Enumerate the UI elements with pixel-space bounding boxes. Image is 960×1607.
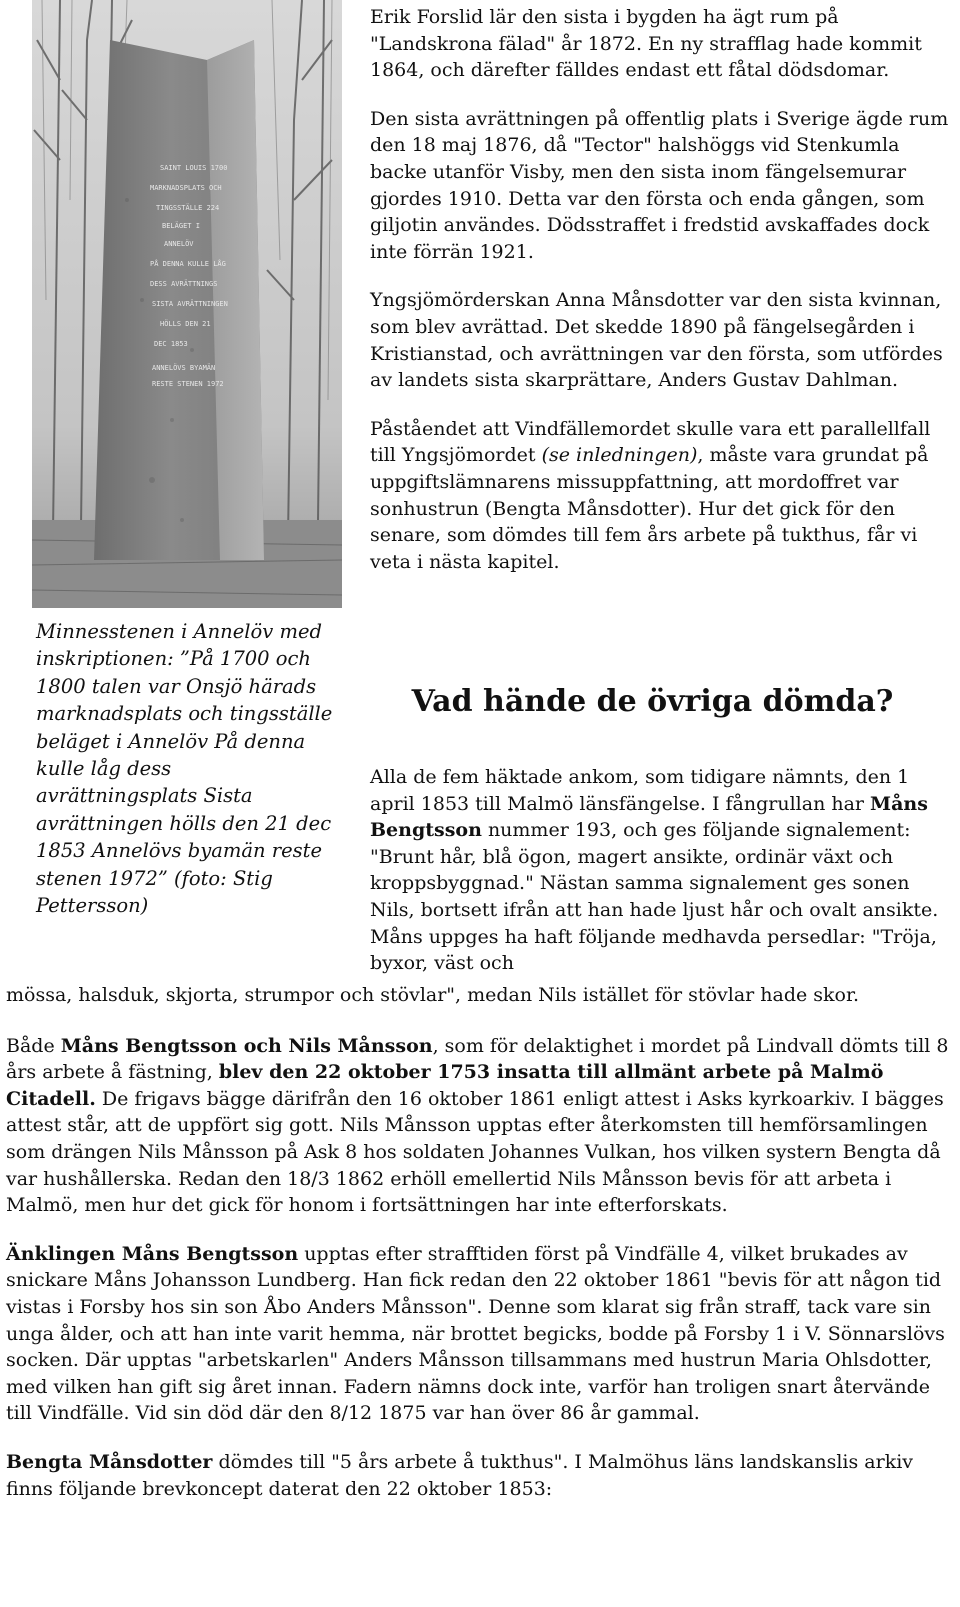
plaque-line: RESTE STENEN 1972 — [152, 380, 224, 388]
paragraph-citadell: Både Måns Bengtsson och Nils Månsson, som för delaktighet i mordet på Lindvall dömts till 8 års arbete å fästning, blev den 22 oktober 1753 insatta till allmänt arbete på Malmö Citadell. De frigavs bägge därifrån den 16 oktober 1861 enligt attest i Asks kyrkoarkiv. I bägges attest står, att de uppfört sig gott. Nils Månsson upptas efter återkomsten till hemförsamlingen som drängen Nils Månsson på Ask 8 hos soldaten Johannes Vulkan, hos vilken systern Bengta då var hushållerska. Redan den 18/3 1862 erhöll emellertid Nils Månsson bevis för att arbeta i Malmö, men hur det gick för honom i fortsättningen har inte efterforskats. — [6, 1034, 949, 1217]
paragraph-last-public-execution: Den sista avrättningen på offentlig plats i Sverige ägde rum den 18 maj 1876, då "Tector" halshöggs vid Stenkumla backe utanför Visby, men den sista inom fängelsemurar gjordes 1910. Detta var den första och enda gången, som giljotin användes. Dödsstraffet i fredstid avskaffades dock inte förrän 1921. — [370, 107, 949, 263]
paragraph-last-execution-region: Erik Forslid lär den sista i bygden ha ägt rum på "Landskrona fälad" år 1872. En ny strafflag hade kommit 1864, och därefter fälldes endast ett fåtal dödsdomar. — [370, 6, 922, 82]
bold-citadell: blev den 22 oktober 1753 insatta till allmänt arbete på Malmö Citadell. — [6, 1061, 884, 1110]
svg-text:SAINT LOUIS 1700: SAINT LOUIS 1700 — [160, 164, 228, 172]
paragraph-bengta: Bengta Månsdotter dömdes till "5 års arbete å tukthus". I Malmöhus läns landskanslis arkiv finns följande brevkoncept daterat den 22 oktober 1853: — [6, 1450, 914, 1500]
inline-reference: (se inledningen) — [541, 444, 698, 467]
svg-text:TINGSSTÄLLE 224: TINGSSTÄLLE 224 — [156, 204, 220, 212]
svg-text:ANNELÖV: ANNELÖV — [164, 240, 194, 248]
svg-text:PÅ DENNA KULLE LÅG: PÅ DENNA KULLE LÅG — [150, 260, 226, 268]
bold-name: Måns Bengtsson — [370, 792, 928, 842]
right-column — [370, 4, 950, 597]
full-width-text — [6, 982, 951, 1524]
paragraph-vindfalle-claim: Påståendet att Vindfällemordet skulle vara ett parallellfall till Yngsjömordet (se inledningen), måste vara grundat på uppgiftslämnarens missuppfattning, att mordoffret var sonhustrun (Bengta Månsdotter). Hur det gick för den senare, som dömdes till fem års arbete på tukthus, får vi veta i nästa kapitel. — [370, 417, 931, 573]
svg-text:DESS AVRÄTTNINGS: DESS AVRÄTTNINGS — [150, 280, 218, 288]
svg-text:DEC 1853: DEC 1853 — [154, 340, 188, 348]
bold-names: Måns Bengtsson och Nils Månsson — [60, 1034, 433, 1057]
paragraph-prisoners-arrival: Alla de fem häktade ankom, som tidigare nämnts, den 1 april 1853 till Malmö länsfängelse. I fångrullan har Måns Bengtsson nummer 193, och ges följande signalement: "Brunt hår, blå ögon, magert ansikte, ordinär växt och kroppsbyggnad." Nästan samma signalement ges sonen Nils, bortsett ifrån att han hade ljust hår och ovalt ansikte. Måns uppges ha haft följande medhavda persedlar: "Tröja, byxor, väst och — [370, 766, 939, 975]
memorial-stone-photo — [32, 0, 342, 608]
paragraph-last-woman-executed: Yngsjömörderskan Anna Månsdotter var den sista kvinnan, som blev avrättad. Det skedde 1890 på fängelsegården i Kristianstad, och avrättningen var den första, som utfördes av landets sista skarprättare, Anders Gustav Dahlman. — [370, 289, 943, 392]
bold-widower: Änklingen Måns Bengtsson — [6, 1242, 299, 1265]
paragraph-widower: Änklingen Måns Bengtsson upptas efter strafftiden först på Vindfälle 4, vilket brukades av snickare Måns Johansson Lundberg. Han fick redan den 22 oktober 1861 "bevis för att någon tid vistas i Forsby hos sin son Åbo Anders Månsson". Denne som klarat sig från straff, tack vare sin unga ålder, och att han inte varit hemma, när brottet begicks, bodde på Forsby 1 i V. Sönnarslövs socken. Där upptas "arbetskarlen" Anders Månsson tillsammans med hustrun Maria Ohlsdotter, med vilken han gift sig året innan. Fadern nämns dock inte, varför han troligen snart återvände till Vindfälle. Vid sin död där den 8/12 1875 var han över 86 år gammal. — [6, 1242, 945, 1425]
plaque-line: ANNELÖVS BYAMÄN — [152, 364, 216, 372]
svg-text:MARKNADSPLATS OCH: MARKNADSPLATS OCH — [150, 184, 222, 192]
after-heading-column — [370, 764, 950, 977]
svg-text:SISTA AVRÄTTNINGEN: SISTA AVRÄTTNINGEN — [152, 300, 228, 308]
svg-text:HÖLLS DEN 21: HÖLLS DEN 21 — [160, 320, 211, 328]
svg-text:BELÄGET I: BELÄGET I — [162, 222, 200, 230]
section-heading: Vad hände de övriga dömda? — [411, 684, 894, 719]
bold-bengta: Bengta Månsdotter — [6, 1450, 213, 1473]
paragraph-wrap-line: mössa, halsduk, skjorta, strumpor och stövlar", medan Nils istället för stövlar hade skor. — [6, 984, 860, 1006]
photo-caption: Minnesstenen i Annelöv med inskriptionen: ”På 1700 och 1800 talen var Onsjö härads marknadsplats och tingsställe beläget i Annelöv På denna kulle låg dess avrättningsplats Sista avrättningen hölls den 21 dec 1853 Annelövs byamän reste stenen 1972” (foto: Stig Pettersson) — [36, 620, 333, 918]
